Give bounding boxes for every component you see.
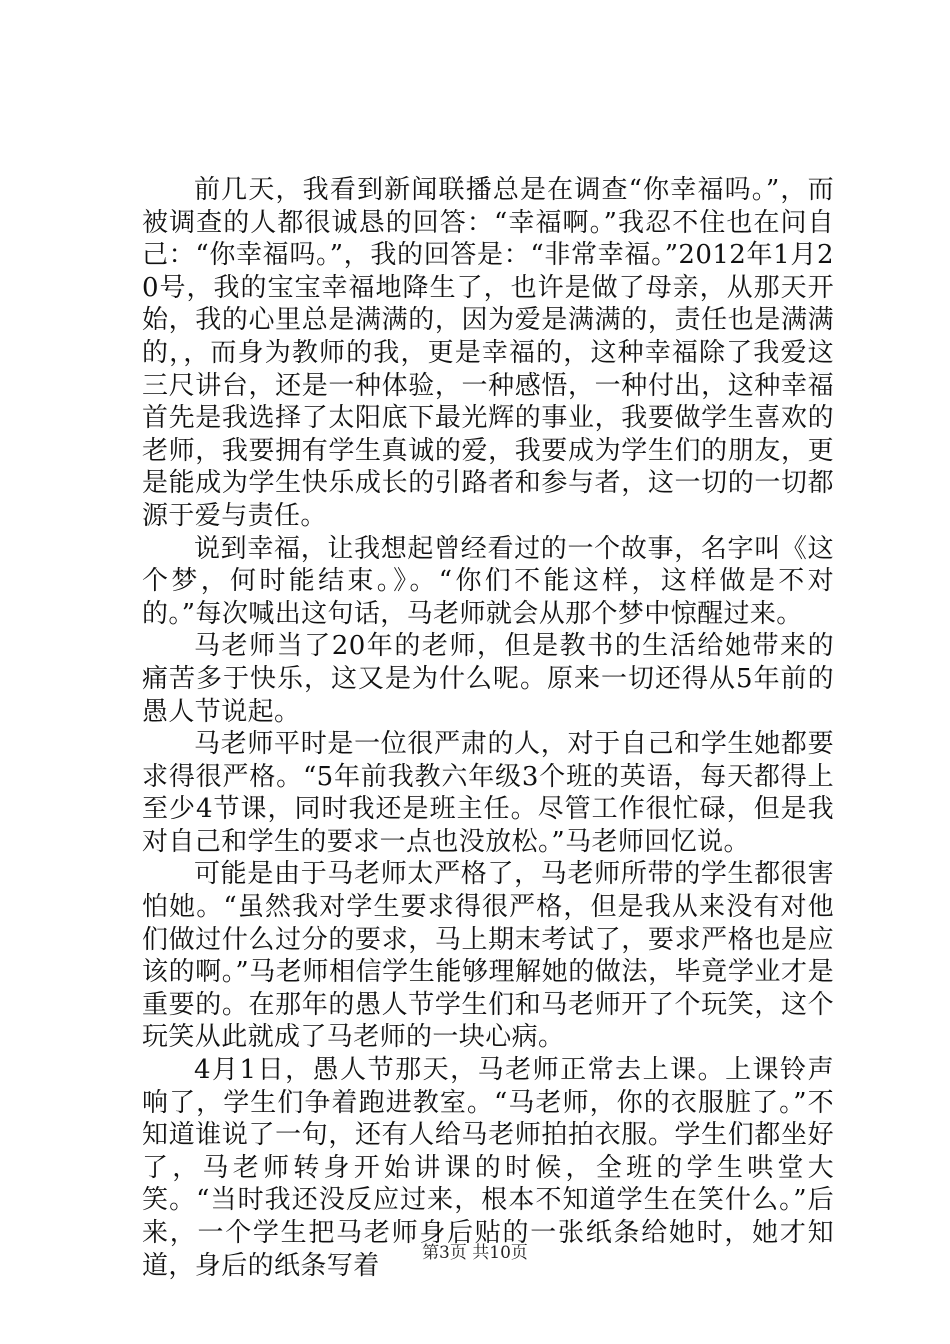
paragraph-4: 马老师平时是一位很严肃的人，对于自己和学生她都要求得很严格。“5年前我教六年级3个班的英语，每天都得上至少4节课，同时我还是班主任。尽管工作很忙碌，但是我对自己和学生的要求一点也没放松。”马老师回忆说。 bbox=[142, 729, 834, 857]
paragraph-6: 4月1日，愚人节那天，马老师正常去上课。上课铃声响了，学生们争着跑进教室。“马老师，你的衣服脏了。”不知道谁说了一句，还有人给马老师拍拍衣服。学生们都坐好了，马老师转身开始讲课的时候，全班的学生哄堂大笑。“当时我还没反应过来，根本不知道学生在笑什么。”后来，一个学生把马老师身后贴的一张纸条给她时，她才知道，身后的纸条写着 bbox=[142, 1055, 834, 1281]
paragraph-2: 说到幸福，让我想起曾经看过的一个故事，名字叫《这个梦，何时能结束。》。“你们不能这样，这样做是不对的。”每次喊出这句话，马老师就会从那个梦中惊醒过来。 bbox=[142, 533, 834, 629]
paragraph-5: 可能是由于马老师太严格了，马老师所带的学生都很害怕她。“虽然我对学生要求得很严格，但是我从来没有对他们做过什么过分的要求，马上期末考试了，要求严格也是应该的啊。”马老师相信学生能够理解她的做法，毕竟学业才是重要的。在那年的愚人节学生们和马老师开了个玩笑，这个玩笑从此就成了马老师的一块心病。 bbox=[142, 859, 834, 1053]
document-body bbox=[142, 174, 834, 1282]
paragraph-3: 马老师当了20年的老师，但是教书的生活给她带来的痛苦多于快乐，这又是为什么呢。原来一切还得从5年前的愚人节说起。 bbox=[142, 631, 834, 727]
paragraph-1: 前几天，我看到新闻联播总是在调查“你幸福吗。”，而被调查的人都很诚恳的回答：“幸福啊。”我忍不住也在问自己：“你幸福吗。”，我的回答是：“非常幸福。”2012年1月20号，我的宝宝幸福地降生了，也许是做了母亲，从那天开始，我的心里总是满满的，因为爱是满满的，责任也是满满的，，而身为教师的我，更是幸福的，这种幸福除了我爱这三尺讲台，还是一种体验，一种感悟，一种付出，这种幸福首先是我选择了太阳底下最光辉的事业，我要做学生喜欢的老师，我要拥有学生真诚的爱，我要成为学生们的朋友，更是能成为学生快乐成长的引路者和参与者，这一切的一切都源于爱与责任。 bbox=[142, 175, 834, 531]
page-footer: 第3页 共10页 bbox=[422, 1243, 528, 1263]
